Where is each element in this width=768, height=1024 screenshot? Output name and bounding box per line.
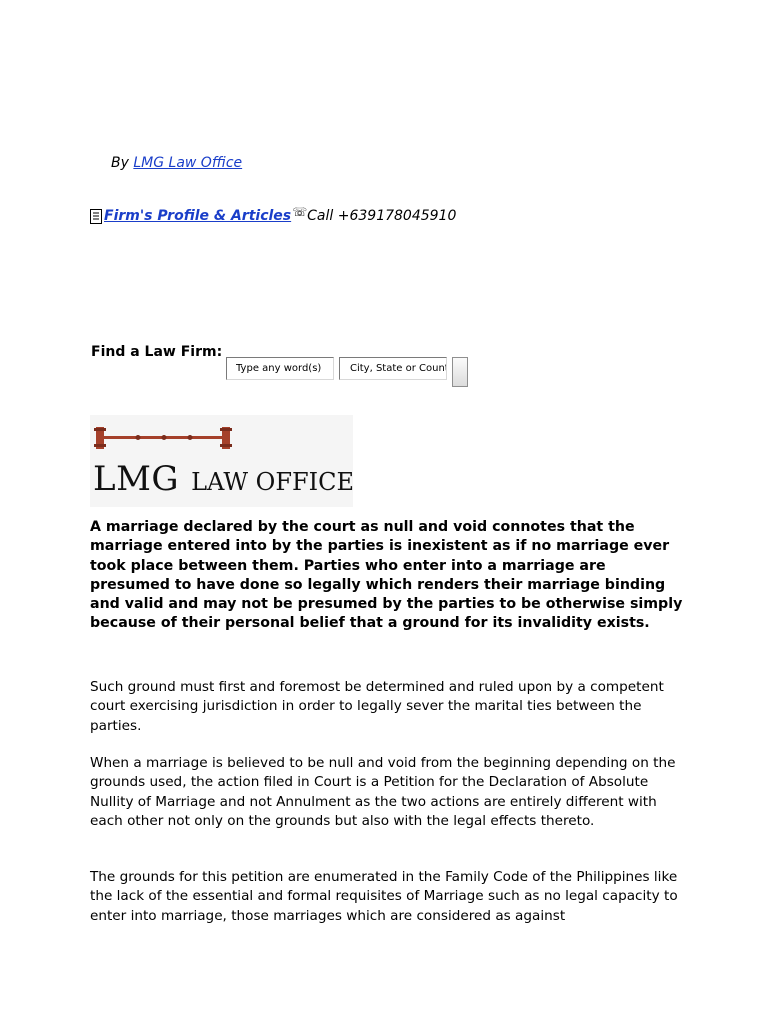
logo-sub-text: LAW OFFICE: [191, 468, 354, 496]
keyword-search-input[interactable]: [226, 357, 334, 380]
logo-wordmark: [93, 459, 354, 499]
article-paragraph: The grounds for this petition are enumerated in the Family Code of the Philippines like the lack of the essential and formal requisites of Marriage such as no legal capacity to enter into marriage, those marriages which are considered as against: [90, 869, 678, 924]
logo-main-text: LMG: [93, 459, 180, 499]
firm-profile-link[interactable]: Firm's Profile & Articles: [104, 208, 292, 224]
gavel-icon: [90, 415, 353, 455]
article-paragraph: When a marriage is believed to be null and void from the beginning depending on the grounds used, the action filed in Court is a Petition for the Declaration of Absolute Nullity of Marriage and not Annulment as the two actions are entirely different with each other not only on the grounds but also with the legal effects thereto.: [90, 755, 676, 829]
telephone-icon: ☏: [292, 205, 308, 219]
find-law-firm-label: Find a Law Firm:: [91, 344, 223, 360]
article-intro-paragraph: A marriage declared by the court as null and void connotes that the marriage entered into by the parties is inexistent as if no marriage ever took place between them. Parties who enter into a marriage are presumed to have done so legally which renders their marriage binding and valid and may not be presumed by the parties to be otherwise simply because of their personal belief that a ground for its invalidity exists.: [90, 519, 683, 632]
document-icon: [90, 209, 102, 224]
author-link[interactable]: LMG Law Office: [133, 155, 243, 171]
profile-row: [90, 205, 457, 224]
article-paragraph: Such ground must first and foremost be determined and ruled upon by a competent court exercising jurisdiction in order to legally sever the marital ties between the parties.: [90, 679, 664, 734]
byline-prefix: By: [111, 155, 129, 171]
search-button[interactable]: [452, 357, 468, 387]
call-text: Call +639178045910: [307, 208, 457, 224]
byline: [111, 155, 242, 171]
lmg-law-office-logo: [90, 415, 353, 507]
location-search-input[interactable]: [339, 357, 447, 380]
